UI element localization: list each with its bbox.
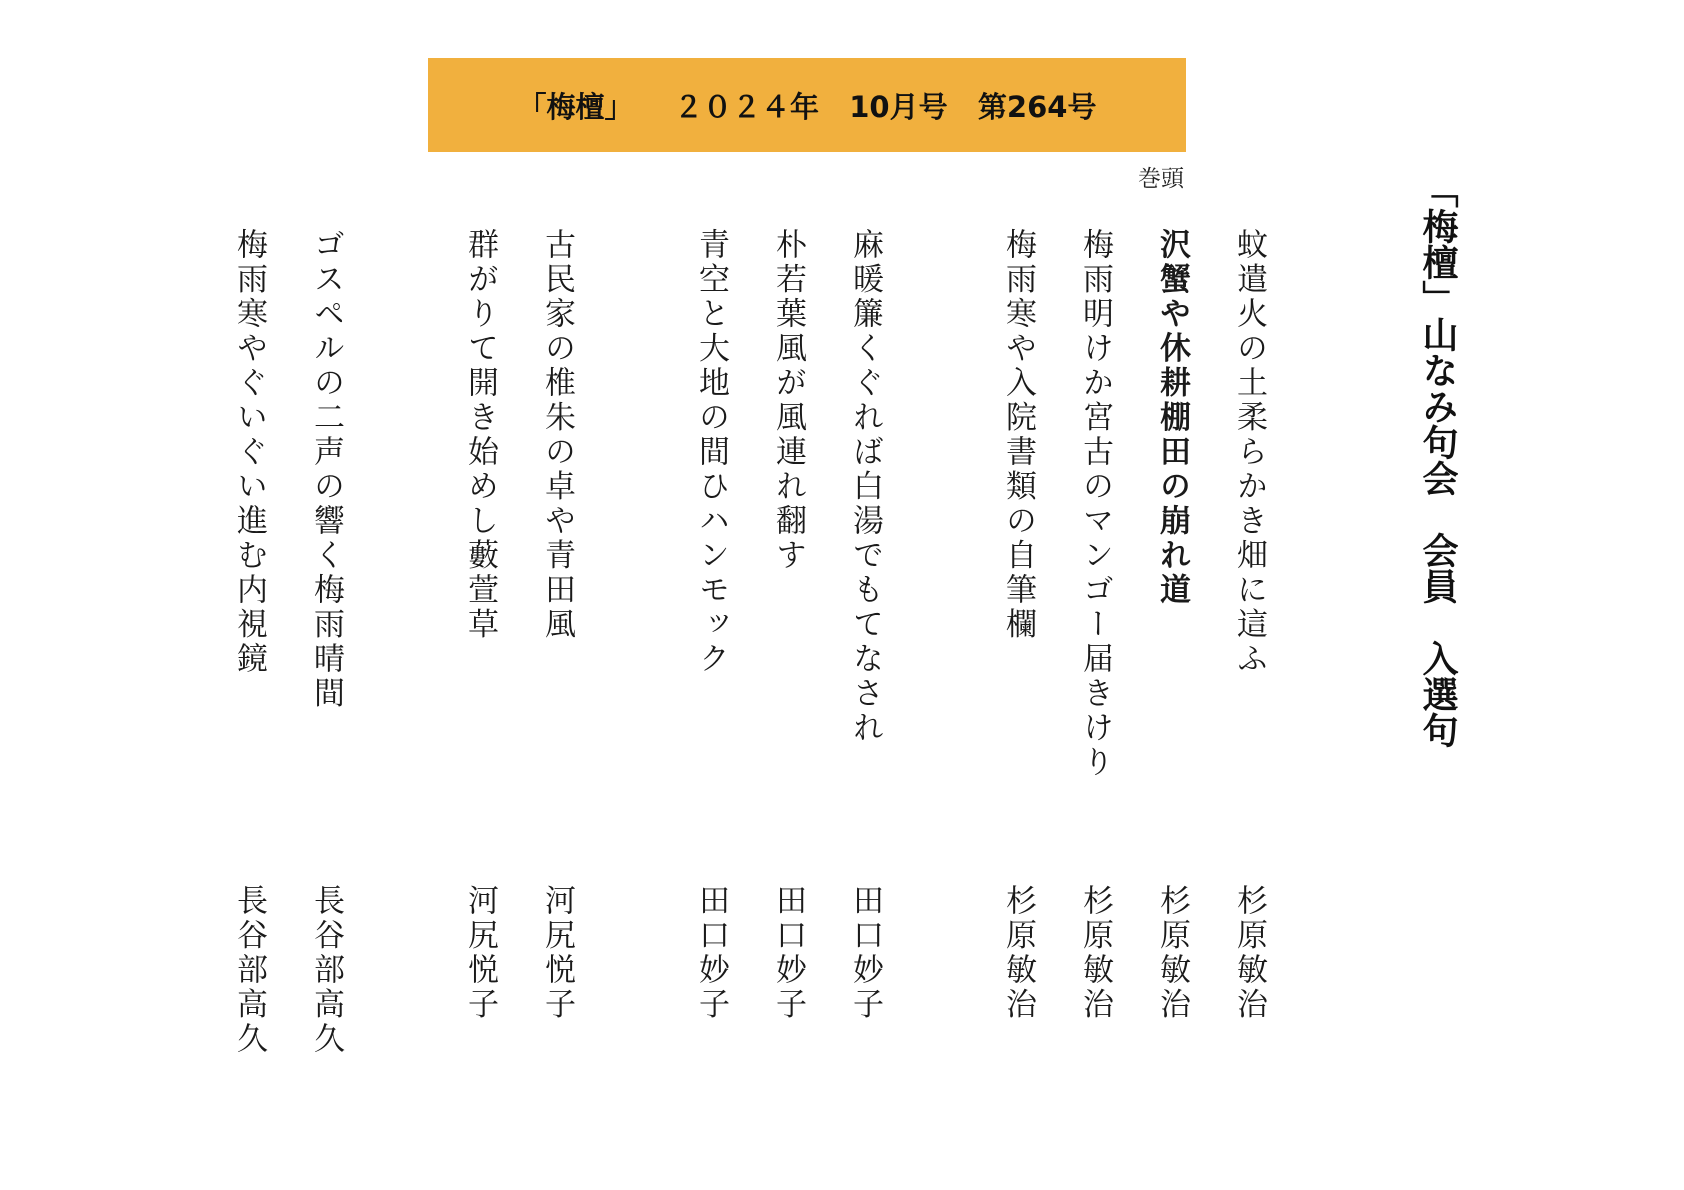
issue-header-banner [428, 58, 1186, 152]
haiku-9: 群がりて開き始めし藪萱草 [462, 228, 498, 642]
author-3: 杉原敏治 [1077, 884, 1113, 1022]
page-title: 「梅檀」山なみ句会 会員 入選句 [1417, 172, 1458, 748]
author-8: 河尻悦子 [539, 884, 575, 1022]
issue-month: 10月号 [849, 89, 948, 124]
author-4: 杉原敏治 [1000, 884, 1036, 1022]
author-6: 田口妙子 [770, 884, 806, 1022]
haiku-3: 梅雨明けか宮古のマンゴー届きけり [1077, 228, 1113, 780]
author-5: 田口妙子 [847, 884, 883, 1022]
haiku-11: 梅雨寒やぐいぐい進む内視鏡 [231, 228, 267, 677]
kanto-label: 巻頭 [1138, 166, 1184, 192]
haiku-6: 朴若葉風が風連れ翻す [770, 228, 806, 573]
author-2: 杉原敏治 [1154, 884, 1190, 1022]
author-7: 田口妙子 [693, 884, 729, 1022]
publication-name: 「梅檀」 [517, 89, 634, 124]
haiku-4: 梅雨寒や入院書類の自筆欄 [1000, 228, 1036, 642]
haiku-1: 蚊遣火の土柔らかき畑に這ふ [1231, 228, 1267, 677]
issue-year: ２０２４年 [673, 89, 819, 124]
haiku-10: ゴスペルの二声の響く梅雨晴間 [308, 228, 344, 711]
author-1: 杉原敏治 [1231, 884, 1267, 1022]
haiku-8: 古民家の椎朱の卓や青田風 [539, 228, 575, 642]
author-10: 長谷部高久 [308, 884, 344, 1057]
author-11: 長谷部高久 [231, 884, 267, 1057]
haiku-5: 麻暖簾くぐれば白湯でもてなされ [847, 228, 883, 746]
issue-number: 第264号 [977, 89, 1097, 124]
haiku-7: 青空と大地の間ひハンモック [693, 228, 729, 677]
author-9: 河尻悦子 [462, 884, 498, 1022]
haiku-2-featured: 沢蟹や休耕棚田の崩れ道 [1154, 228, 1190, 608]
